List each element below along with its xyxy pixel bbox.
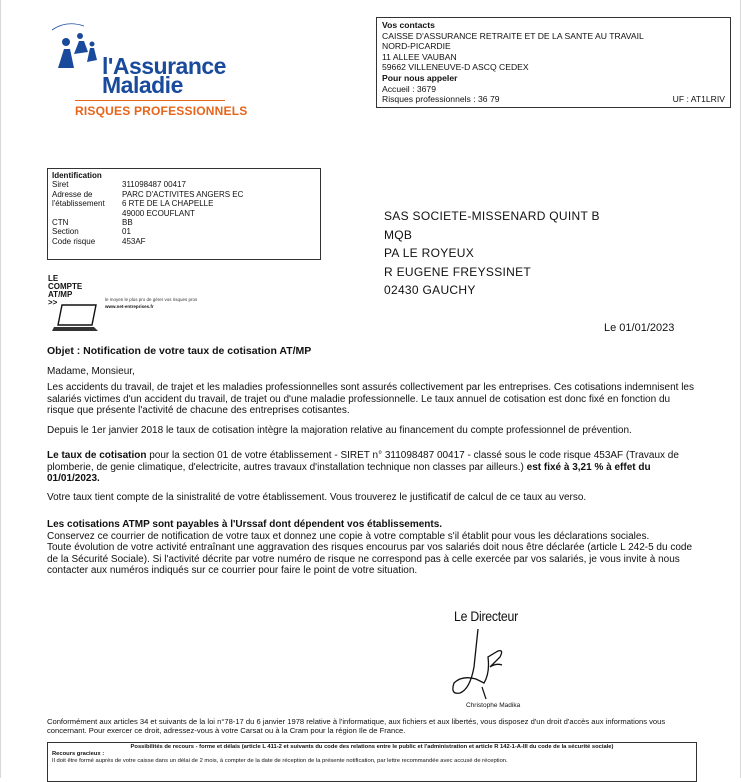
paragraph-5 [47,519,697,577]
ident-value: 49000 ECOUFLANT [122,208,195,218]
contacts-line: CAISSE D'ASSURANCE RETRAITE ET DE LA SANTE AU TRAVAIL [382,30,644,41]
letter-date: Le 01/01/2023 [604,322,675,334]
recipient-address [384,207,600,300]
identification-table [52,180,243,246]
p5-line1: Conservez ce courrier de notification de votre taux et donnez une copie à votre comptable s'il établit pour vous les déclarations sociales. [47,530,650,542]
compte-line: >> [48,298,58,307]
ident-key: Code risque [52,236,96,246]
address-line: SAS SOCIETE-MISSENARD QUINT B [384,209,600,223]
logo-rule [75,100,225,101]
compte-atmp-logo [48,275,248,335]
recours-title: Possibilités de recours - forme et délais (article L 411-2 et suivants du code des relations entre le public et l'administration et article R 142-1-A-III du code de la sécurité sociale) [130,744,614,750]
accueil-phone: Accueil : 3679 [382,83,436,94]
ident-key: Siret [52,180,69,190]
ident-value: BB [122,218,133,228]
ident-value: 6 RTE DE LA CHAPELLE [122,199,214,209]
compte-line: LE [48,274,59,283]
contacts-line: 11 ALLEE VAUBAN [382,51,457,62]
address-line: PA LE ROYEUX [384,246,475,260]
identification-box [47,168,321,260]
p3-bold-start: Le taux de cotisation [47,450,147,461]
table-row [52,209,243,218]
compte-line: COMPTE [48,282,83,291]
laptop-icon [52,303,102,333]
risques-phone: Risques professionnels : 36 79 [382,94,500,105]
footer-legal-text: Conformément aux articles 34 et suivants de la loi n°78-17 du 6 janvier 1978 relative à l'informatique, aux fichiers et aux libertés, vous disposez d'un droit d'accès aux informations vous concernant. Pour exercer ce droit, adressez-vous à votre Carsat ou à la Cram pour la région Ile de France. [47,717,666,735]
compte-tagline: le moyen le plus pro de gérer vos risques pros [105,297,198,302]
contacts-title: Vos contacts [382,20,435,30]
table-row [52,190,243,199]
signature-name: Christophe Madika [466,702,521,709]
page-edge-left [0,0,1,778]
ident-value: 01 [122,227,131,237]
recours-line: Il doit être formé auprès de votre caisse dans un délai de 2 mois, à compter de la date de réception de la présente notification, par lettre recommandée avec accusé de réception. [52,758,508,765]
ident-value: PARC D'ACTIVITES ANGERS EC [122,189,244,199]
paragraph-4: Votre taux tient compte de la sinistralité de votre établissement. Vous trouverez le justificatif de calcul de ce taux au verso. [47,492,587,503]
table-row [52,180,243,189]
address-line: 02430 GAUCHY [384,283,476,297]
compte-line: AT/MP [48,290,73,299]
contacts-line: 59662 VILLENEUVE-D ASCQ CEDEX [382,62,529,73]
greeting: Madame, Monsieur, [47,366,135,377]
p3-bold-end: est fixé à 3,21 % à effet du 01/01/2023. [47,461,651,485]
assurance-maladie-logo [44,22,248,122]
table-row [52,237,243,246]
table-row [52,218,243,227]
contacts-box [376,17,731,108]
ident-value: 453AF [122,236,146,246]
logo-line1: l'Assurance [102,53,226,79]
signature-title: Le Directeur [454,608,518,624]
paragraph-1: Les accidents du travail, de trajet et les maladies professionnelles sont assurés collectivement par les entreprises. Ces cotisations indemnisent les salariés victimes d'un accident du travail, de trajet ou d'une maladie professionnelle. Le taux annuel de cotisation est donc fixé en fonction du risque que présente l'activité de chacune des entreprises cotisantes. [47,382,694,417]
ident-key: Section [52,227,79,237]
ident-key: Adresse de [52,189,93,199]
people-icon [44,22,104,82]
call-title: Pour nous appeler [382,72,458,83]
logo-subtitle: RISQUES PROFESSIONNELS [75,104,248,118]
ident-key: CTN [52,218,69,228]
ident-key: l'établissement [52,199,105,209]
footer-recours-box [47,742,697,782]
risques-row [382,94,725,105]
table-row [52,199,243,208]
p5-bold: Les cotisations ATMP sont payables à l'Urssaf dont dépendent vos établissements. [47,519,443,530]
address-line: MQB [384,227,413,242]
ident-key [52,209,122,218]
recours-subtitle: Recours gracieux : [52,751,105,758]
ident-value: 311098487 00417 [122,180,186,190]
identification-title: Identification [52,171,102,180]
paragraph-3 [47,450,697,485]
address-line: R EUGENE FREYSSINET [384,264,532,279]
p5-line2: Toute évolution de votre activité entraînant une aggravation des risques encourus par vos salariés doit nous être déclarée (article L 242-5 du code de la Sécurité Sociale). Si l'activité décrite par votre numéro de risque ne correspond pas à celle exercée par vos salariés, je vous invite à nous contacter aux numéros indiqués sur ce courrier pour faire le point de votre situation. [47,542,693,577]
contacts-line: NORD-PICARDIE [382,41,451,52]
p3-text: pour la section 01 de votre établissement - SIRET n° 311098487 00417 - classé sous le code risque 453AF (Travaux de plomberie, de genie climatique, d'electricite, autres travaux d'installation technique non classes par ailleurs.) [47,450,679,473]
handwritten-signature [440,627,520,702]
table-row [52,227,243,236]
uf-code: UF : AT1LRIV [672,94,725,105]
letter-subject: Objet : Notification de votre taux de cotisation AT/MP [47,345,312,357]
compte-url: www.net-entreprises.fr [105,304,154,309]
paragraph-2: Depuis le 1er janvier 2018 le taux de cotisation intègre la majoration relative au financement du compte professionnel de prévention. [47,425,632,436]
logo-line2: Maladie [102,72,183,98]
